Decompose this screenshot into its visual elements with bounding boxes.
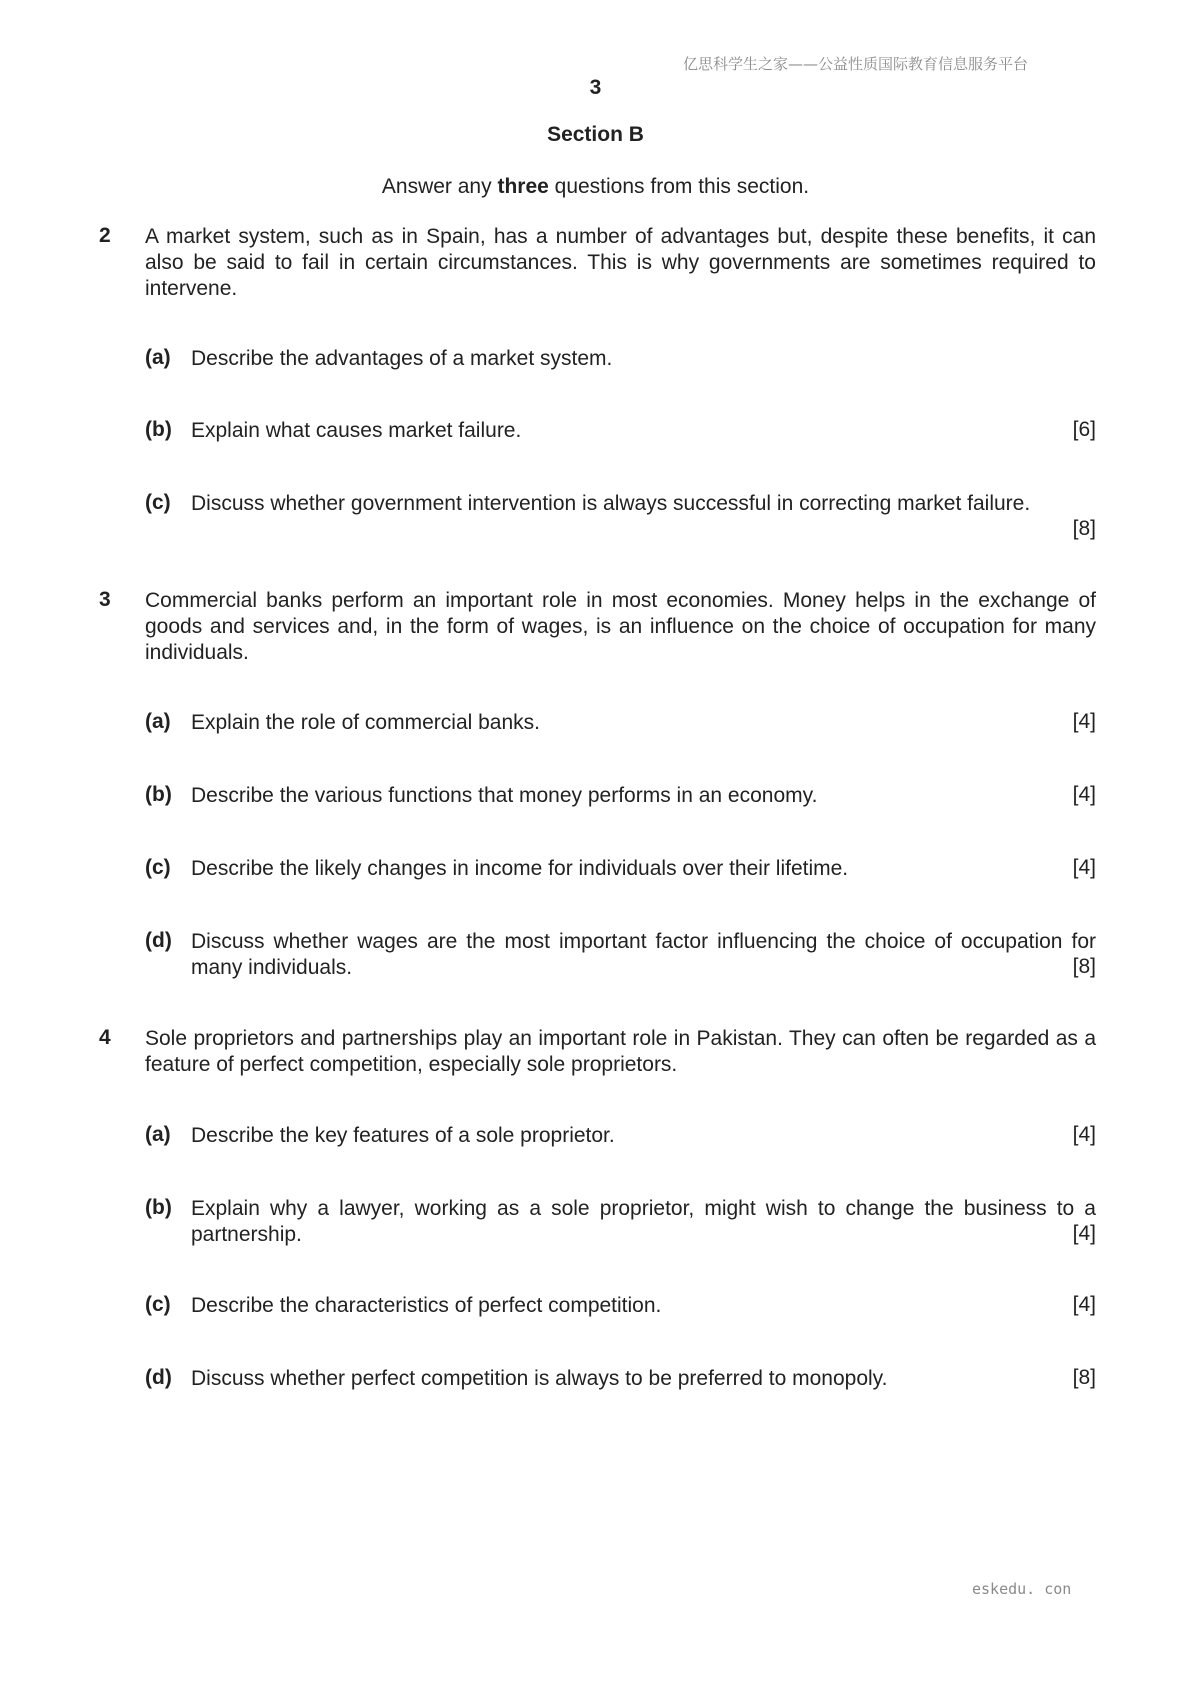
- part-text: Explain what causes market failure.: [191, 419, 522, 442]
- part-text: Describe the various functions that money performs in an economy.: [191, 784, 818, 807]
- marks-allocation: [4]: [1072, 783, 1096, 806]
- marks-allocation: [4]: [1072, 1293, 1096, 1316]
- footer-watermark: eskedu. con: [972, 1580, 1072, 1598]
- part-label: (a): [145, 346, 171, 369]
- part-label: (b): [145, 783, 172, 806]
- question-stem: Sole proprietors and partnerships play an important role in Pakistan. They can often be regarded as a feature of perfect competition, especially sole proprietors.: [145, 1027, 1096, 1076]
- part-text: Describe the likely changes in income for individuals over their lifetime.: [191, 857, 849, 880]
- question-stem: A market system, such as in Spain, has a number of advantages but, despite these benefits, it can also be said to fail in certain circumstances. This is why governments are sometimes required to intervene.: [145, 225, 1096, 300]
- marks-allocation: [4]: [1072, 1222, 1096, 1245]
- part-label: (b): [145, 1196, 172, 1219]
- part-label: (c): [145, 856, 171, 879]
- part-text: Describe the advantages of a market system.: [191, 347, 613, 370]
- marks-allocation: [8]: [1072, 955, 1096, 978]
- section-instruction: Answer any three questions from this section.: [381, 175, 810, 198]
- part-text: Explain the role of commercial banks.: [191, 711, 540, 734]
- marks-allocation: [4]: [1072, 856, 1096, 879]
- part-text: Explain why a lawyer, working as a sole proprietor, might wish to change the business to a partnership.: [191, 1197, 1096, 1246]
- part-text: Describe the key features of a sole proprietor.: [191, 1124, 615, 1147]
- marks-allocation: [4]: [1072, 1123, 1096, 1146]
- question-number: 3: [99, 588, 111, 611]
- marks-allocation: [4]: [1072, 710, 1096, 733]
- header-watermark: 亿思科学生之家——公益性质国际教育信息服务平台: [683, 55, 1029, 73]
- part-label: (d): [145, 1366, 172, 1389]
- section-title: Section B: [547, 123, 644, 146]
- part-label: (c): [145, 1293, 171, 1316]
- part-label: (b): [145, 418, 172, 441]
- page-number: 3: [589, 76, 602, 99]
- marks-allocation: [8]: [1072, 517, 1096, 540]
- part-label: (a): [145, 1123, 171, 1146]
- marks-allocation: [8]: [1072, 1366, 1096, 1389]
- question-number: 4: [99, 1026, 111, 1049]
- part-label: (c): [145, 491, 171, 514]
- part-text: Discuss whether perfect competition is always to be preferred to monopoly.: [191, 1367, 888, 1390]
- part-text: Discuss whether wages are the most important factor influencing the choice of occupation for many individuals.: [191, 930, 1096, 979]
- part-text: Describe the characteristics of perfect competition.: [191, 1294, 662, 1317]
- part-text: Discuss whether government intervention is always successful in correcting market failure.: [191, 492, 1031, 515]
- part-label: (d): [145, 929, 172, 952]
- question-number: 2: [99, 224, 111, 247]
- question-stem: Commercial banks perform an important role in most economies. Money helps in the exchange of goods and services and, in the form of wages, is an influence on the choice of occupation for many individuals.: [145, 589, 1096, 664]
- marks-allocation: [6]: [1072, 418, 1096, 441]
- part-label: (a): [145, 710, 171, 733]
